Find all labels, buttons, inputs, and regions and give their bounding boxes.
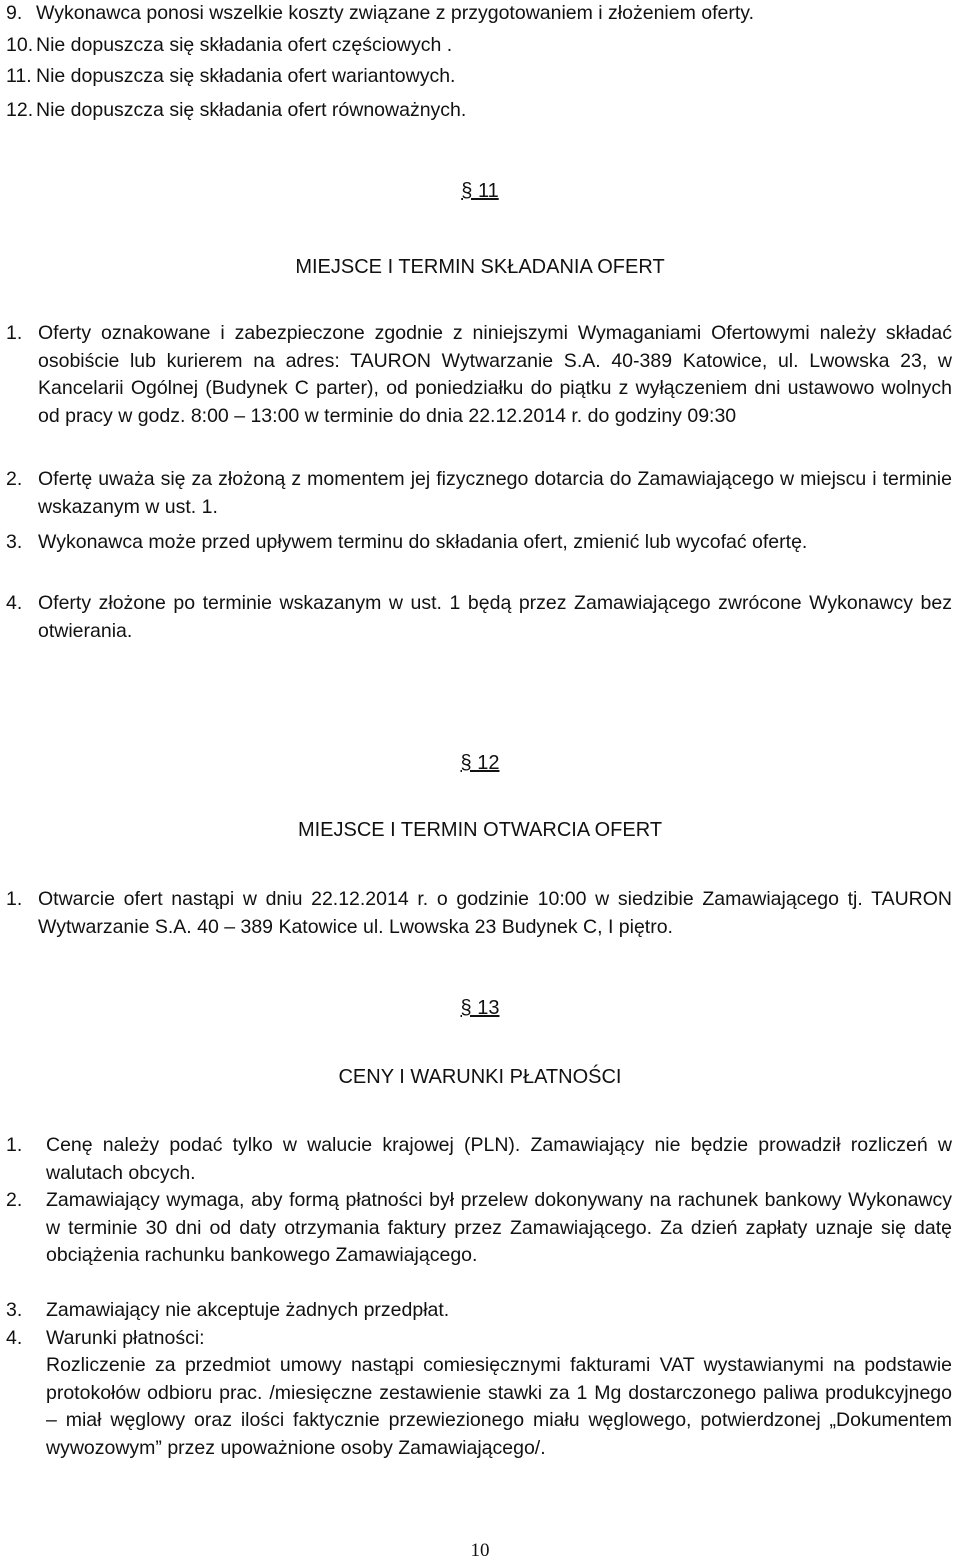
item-text: Cenę należy podać tylko w walucie krajowej (PLN). Zamawiający nie będzie prowadził rozliczeń w walutach obcych.: [46, 1134, 952, 1184]
item-number: 1.: [6, 1134, 23, 1156]
item-number: 3.: [6, 1299, 23, 1321]
page-number: 10: [470, 1540, 490, 1561]
item-number: 2.: [6, 468, 23, 490]
section-paragraph-mark: § 12: [460, 752, 500, 774]
item-number: 4.: [6, 592, 23, 614]
item-text: Oferty oznakowane i zabezpieczone zgodnie z niniejszymi Wymaganiami Ofertowymi należy składać osobiście lub kurierem na adres: TAURON Wytwarzanie S.A. 40-389 Katowice, ul. Lwowska 23, w Kancelarii Ogólnej (Budynek C parter), od poniedziałku do piątku z wyłączeniem dni ustawowo wolnych od pracy w godz. 8:00 – 13:00 w terminie do dnia 22.12.2014 r. do godziny 09:30: [38, 322, 952, 427]
item-number: 11.: [6, 65, 32, 87]
item-text: Warunki płatności:: [46, 1327, 205, 1349]
item-number: 3.: [6, 531, 23, 553]
item-text: Zamawiający wymaga, aby formą płatności był przelew dokonywany na rachunek bankowy Wykonawcy w terminie 30 dni od daty otrzymania faktury przez Zamawiającego. Za dzień zapłaty uznaje się datę obciążenia rachunku bankowego Zamawiającego.: [46, 1189, 952, 1266]
item-number: 4.: [6, 1327, 23, 1349]
item-text: Zamawiający nie akceptuje żadnych przedpłat.: [46, 1299, 450, 1321]
item-number: 10.: [6, 34, 34, 56]
item-text: Nie dopuszcza się składania ofert wariantowych.: [36, 65, 456, 87]
item-text: Wykonawca może przed upływem terminu do składania ofert, zmienić lub wycofać ofertę.: [38, 531, 808, 553]
item-number: 2.: [6, 1189, 23, 1211]
section-paragraph-mark: § 13: [460, 997, 500, 1019]
item-text: Nie dopuszcza się składania ofert częściowych .: [36, 34, 453, 56]
item-number: 1.: [6, 888, 23, 910]
item-number: 9.: [6, 2, 23, 24]
item-text: Ofertę uważa się za złożoną z momentem jej fizycznego dotarcia do Zamawiającego w miejscu i terminie wskazanym w ust. 1.: [38, 468, 952, 518]
section-title: MIEJSCE I TERMIN OTWARCIA OFERT: [297, 819, 663, 841]
payment-terms-text: Rozliczenie za przedmiot umowy nastąpi comiesięcznymi fakturami VAT wystawianymi na podstawie protokołów odbioru prac. /miesięczne zestawienie stawki za 1 Mg dostarczonego paliwa produkcyjnego – miał węglowy oraz ilości faktycznie przewiezionego miału węglowego, potwierdzonej „Dokumentem wywozowym” przez upoważnione osoby Zamawiającego/.: [46, 1354, 952, 1459]
section-paragraph-mark: § 11: [461, 180, 499, 202]
section-title: MIEJSCE I TERMIN SKŁADANIA OFERT: [295, 256, 665, 278]
item-text: Oferty złożone po terminie wskazanym w ust. 1 będą przez Zamawiającego zwrócone Wykonawcy bez otwierania.: [38, 592, 952, 642]
item-text: Nie dopuszcza się składania ofert równoważnych.: [36, 99, 467, 121]
section-title: CENY I WARUNKI PŁATNOŚCI: [338, 1066, 622, 1088]
item-text: Wykonawca ponosi wszelkie koszty związane z przygotowaniem i złożeniem oferty.: [36, 2, 755, 24]
item-number: 1.: [6, 322, 23, 344]
item-text: Otwarcie ofert nastąpi w dniu 22.12.2014 r. o godzinie 10:00 w siedzibie Zamawiającego tj. TAURON Wytwarzanie S.A. 40 – 389 Katowice ul. Lwowska 23 Budynek C, I piętro.: [38, 888, 952, 938]
item-number: 12.: [6, 99, 34, 121]
